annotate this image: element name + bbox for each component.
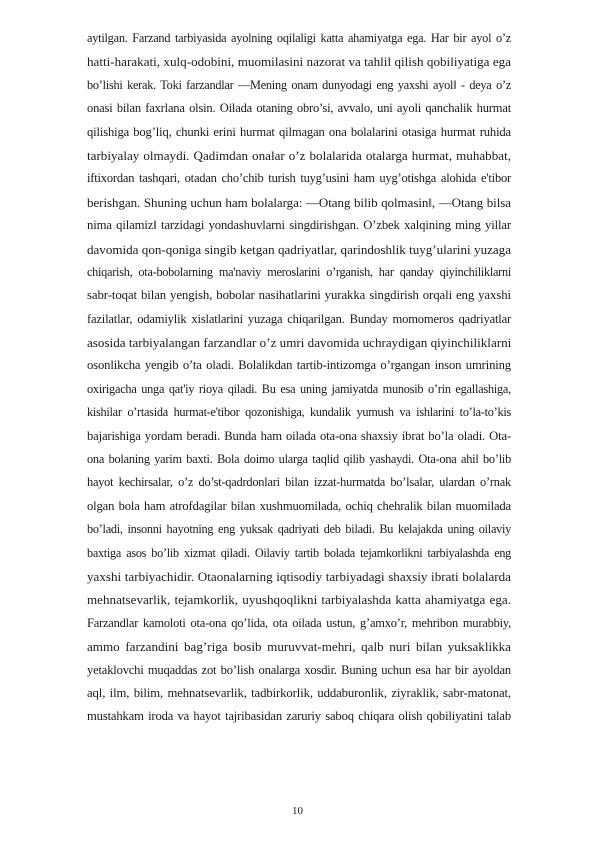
text-line: yaxshi tarbiyachidir. Otaonalarning iqtisodiy tarbiyadagi shaxsiy ibrati bolalarda	[87, 568, 511, 584]
text-line: ona bolaning yarim baxti. Bola doimo ularga taqlid qilib yashaydi. Ota-ona ahil bo’lib	[87, 452, 511, 467]
text-line: bo’ladi, insonni hayotning eng yuksak qadriyati deb biladi. Bu kelajakda uning oilaviy	[87, 522, 511, 537]
text-line: olgan bola ham atrofdagilar bilan xushmuomilada, ochiq chehralik bilan muomilada	[87, 498, 511, 513]
text-line: asosida tarbiyalangan farzandlar o’z umri davomida uchraydigan qiyinchiliklarni	[87, 335, 512, 351]
body-text	[87, 27, 511, 729]
text-line: oxirigacha unga qat'iy rioya qiladi. Bu esa uning jamiyatda munosib o’rin egallashiga,	[87, 381, 511, 396]
text-line: Farzandlar kamoloti ota-ona qo’lida, ota oilada ustun, g’amxo’r, mehribon murabbiy,	[87, 615, 511, 630]
text-line: mehnatsevarlik, tejamkorlik, uyushqoqlikni tarbiyalashda katta ahamiyatga ega.	[87, 592, 511, 608]
text-line: tarbiyalay olmaydi. Qadimdan onalar o’z bolalarida otalarga hurmat, muhabbat,	[87, 147, 511, 163]
text-line: bo’lishi kerak. Toki farzandlar ―Mening onam dunyodagi eng yaxshi ayol‖ - deya o’z	[87, 77, 511, 92]
text-line: onasi bilan faxrlana olsin. Oilada otaning obro’si, avvalo, uni ayoli qanchalik hurmat	[87, 101, 511, 116]
text-line: baxtiga asos bo’lib xizmat qiladi. Oilaviy tartib bolada tejamkorlikni tarbiyalashda eng	[87, 545, 511, 560]
text-line: qilishiga bog’liq, chunki erini hurmat qilmagan ona bolalarini otasiga hurmat ruhida	[87, 124, 511, 139]
text-line: yetaklovchi muqaddas zot bo’lish onalarga xosdir. Buning uchun esa har bir ayoldan	[87, 662, 511, 677]
text-line: aql, ilm, bilim, mehnatsevarlik, tadbirkorlik, uddaburonlik, ziyraklik, sabr-matonat,	[87, 685, 511, 700]
text-line: sabr-toqat bilan yengish, bobolar nasihatlarini yurakka singdirish orqali eng yaxshi	[87, 288, 511, 303]
text-line: iftixordan tashqari, otadan cho’chib turish tuyg’usini ham uyg’otishga alohida e'tibor	[87, 171, 511, 186]
text-line: mustahkam iroda va hayot tajribasidan zaruriy saboq chiqara olish qobiliyatini talab	[87, 709, 511, 724]
text-line: osonlikcha yengib o’ta oladi. Bolalikdan tartib-intizomga o’rgangan inson umrining	[87, 358, 511, 373]
text-line: bajarishiga yordam beradi. Bunda ham oilada ota-ona shaxsiy ibrat bo’la oladi. Ota-	[87, 428, 511, 443]
text-line: berishgan. Shuning uchun ham bolalarga: ―Otang bilib qolmasin‖, ―Otang bilsa	[87, 194, 511, 210]
text-line: nima qilamiz‖ tarzidagi yondashuvlarni singdirishgan. O’zbek xalqining ming yillar	[87, 218, 511, 233]
text-line: kishilar o’rtasida hurmat-e'tibor qozonishiga, kundalik yumush va ishlarini to’la-to’kis	[87, 405, 511, 420]
text-line: hatti-harakati, xulq-odobini, muomilasini nazorat va tahlil qilish qobiliyatiga ega	[87, 54, 511, 70]
text-line: aytilgan. Farzand tarbiyasida ayolning oqilaligi katta ahamiyatga ega. Har bir ayol o’z	[87, 31, 511, 45]
page-number: 10	[292, 805, 303, 817]
text-line: hayot kechirsalar, o’z do’st-qadrdonlari bilan izzat-hurmatda bo’lsalar, ulardan o’rnak	[87, 475, 511, 490]
text-line: chiqarish, ota-bobolarning ma'naviy meroslarini o’rganish, har qanday qiyinchiliklarni	[87, 264, 511, 279]
text-line: fazilatlar, odamiylik xislatlarini yuzaga chiqarilgan. Bunday momomeros qadriyatlar	[87, 311, 511, 326]
text-line: davomida qon-qoniga singib ketgan qadriyatlar, qarindoshlik tuyg’ularini yuzaga	[87, 241, 511, 257]
text-line: ammo farzandini bag’riga bosib muruvvat-mehri, qalb nuri bilan yuksaklikka	[87, 639, 511, 655]
